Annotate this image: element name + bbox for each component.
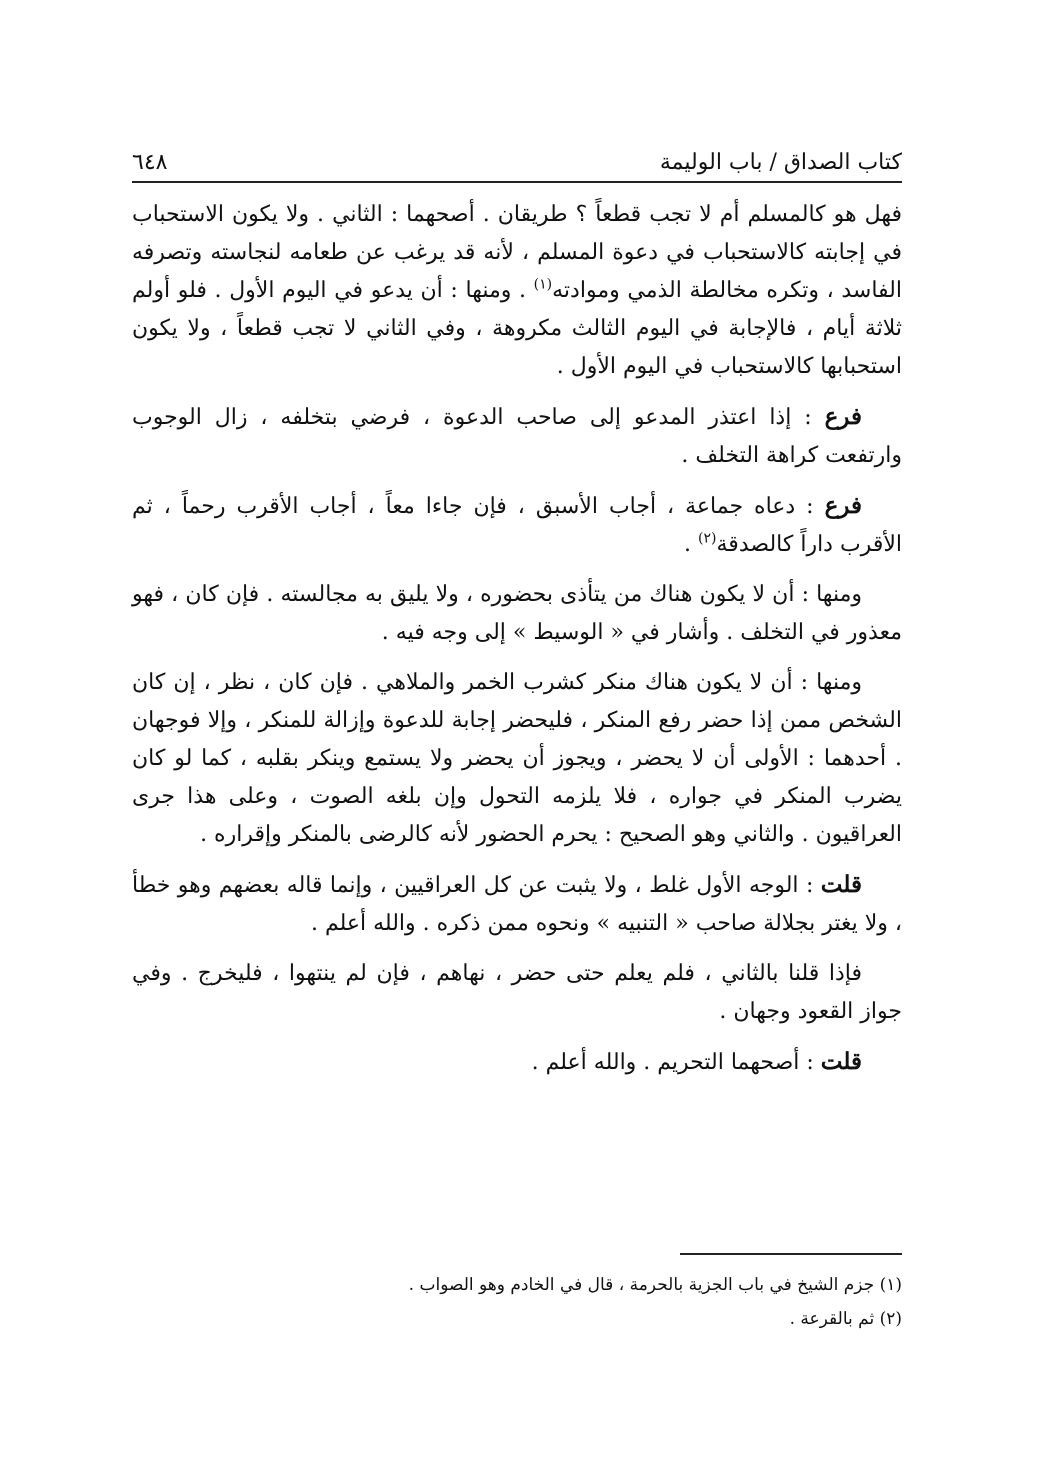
paragraph-4 [132, 576, 902, 652]
footnotes [132, 1268, 902, 1336]
paragraph-6 [132, 866, 902, 943]
footnote-rule [680, 1253, 902, 1255]
paragraph-6-text: : الوجه الأول غلط ، ولا يثبت عن كل العراقيين ، وإنما قاله بعضهم وهو خطأ ، ولا يغتر بجلالة صاحب « التنبيه » ونحوه ممن ذكره . والله أعلم . [132, 873, 902, 936]
paragraph-1-text: فهل هو كالمسلم أم لا تجب قطعاً ؟ طريقان . أصحهما : الثاني . ولا يكون الاستحباب في إجابته كالاستحباب في دعوة المسلم ، لأنه قد يرغب عن طعامه لنجاسته وتصرفه الفاسد ، وتكره مخالطة الذمي وموادته [132, 202, 902, 303]
paragraph-7-text: فإذا قلنا بالثاني ، فلم يعلم حتى حضر ، نهاهم ، فإن لم ينتهوا ، فليخرج . وفي جواز القعود وجهان . [132, 961, 902, 1024]
paragraph-5 [132, 664, 902, 854]
header-rule [132, 181, 902, 183]
main-text [132, 196, 902, 1094]
paragraph-2-lead: فرع [824, 403, 862, 430]
footnote-1: (١) جزم الشيخ في باب الجزية بالحرمة ، قال في الخادم وهو الصواب . [408, 1275, 902, 1295]
paragraph-3 [132, 487, 902, 564]
paragraph-3-text: : دعاه جماعة ، أجاب الأسبق ، فإن جاءا معاً ، أجاب الأقرب رحماً ، ثم الأقرب داراً كالصدقة [132, 494, 902, 557]
paragraph-2-text: : إذا اعتذر المدعو إلى صاحب الدعوة ، فرضي بتخلفه ، زال الوجوب وارتفعت كراهة التخلف . [132, 405, 902, 468]
running-header [132, 138, 902, 178]
footnote-ref-2: (٢) [698, 530, 717, 547]
paragraph-7 [132, 955, 902, 1031]
paragraph-8-text: : أصحهما التحريم . والله أعلم . [531, 1050, 821, 1075]
paragraph-8 [132, 1043, 902, 1082]
paragraph-5-text: ومنها : أن لا يكون هناك منكر كشرب الخمر والملاهي . فإن كان ، نظر ، إن كان الشخص ممن إذا حضر رفع المنكر ، فليحضر إجابة للدعوة وإزالة للمنكر ، وإلا فوجهان . أحدهما : الأولى أن لا يحضر ، ويجوز أن يحضر ولا يستمع وينكر بقلبه ، كما لو كان يضرب المنكر في جواره ، فلا يلزمه التحول وإن بلغه الصوت ، وعلى هذا جرى العراقيون . والثاني وهو الصحيح : يحرم الحضور لأنه كالرضى بالمنكر وإقراره . [132, 670, 902, 847]
paragraph-4-text: ومنها : أن لا يكون هناك من يتأذى بحضوره ، ولا يليق به مجالسته . فإن كان ، فهو معذور في التخلف . وأشار في « الوسيط » إلى وجه فيه . [132, 582, 902, 645]
paragraph-1 [132, 196, 902, 386]
paragraph-3-lead: فرع [824, 492, 862, 519]
footnote-2: (٢) ثم بالقرعة . [789, 1309, 902, 1329]
paragraph-2 [132, 398, 902, 475]
paragraph-6-lead: قلت [820, 871, 862, 898]
header-title: كتاب الصداق / باب الوليمة [659, 150, 902, 175]
paragraph-3-tail: . [684, 532, 699, 557]
footnote-ref-1: (١) [533, 276, 553, 293]
paragraph-1-tail: . ومنها : أن يدعو في اليوم الأول . فلو أولم ثلاثة أيام ، فالإجابة في اليوم الثالث مكروهة ، وفي الثاني لا تجب قطعاً ، ولا يكون استحبابها كالاستحباب في اليوم الأول . [132, 278, 902, 379]
paragraph-8-lead: قلت [820, 1048, 862, 1075]
page-number: ٦٤٨ [132, 150, 168, 175]
